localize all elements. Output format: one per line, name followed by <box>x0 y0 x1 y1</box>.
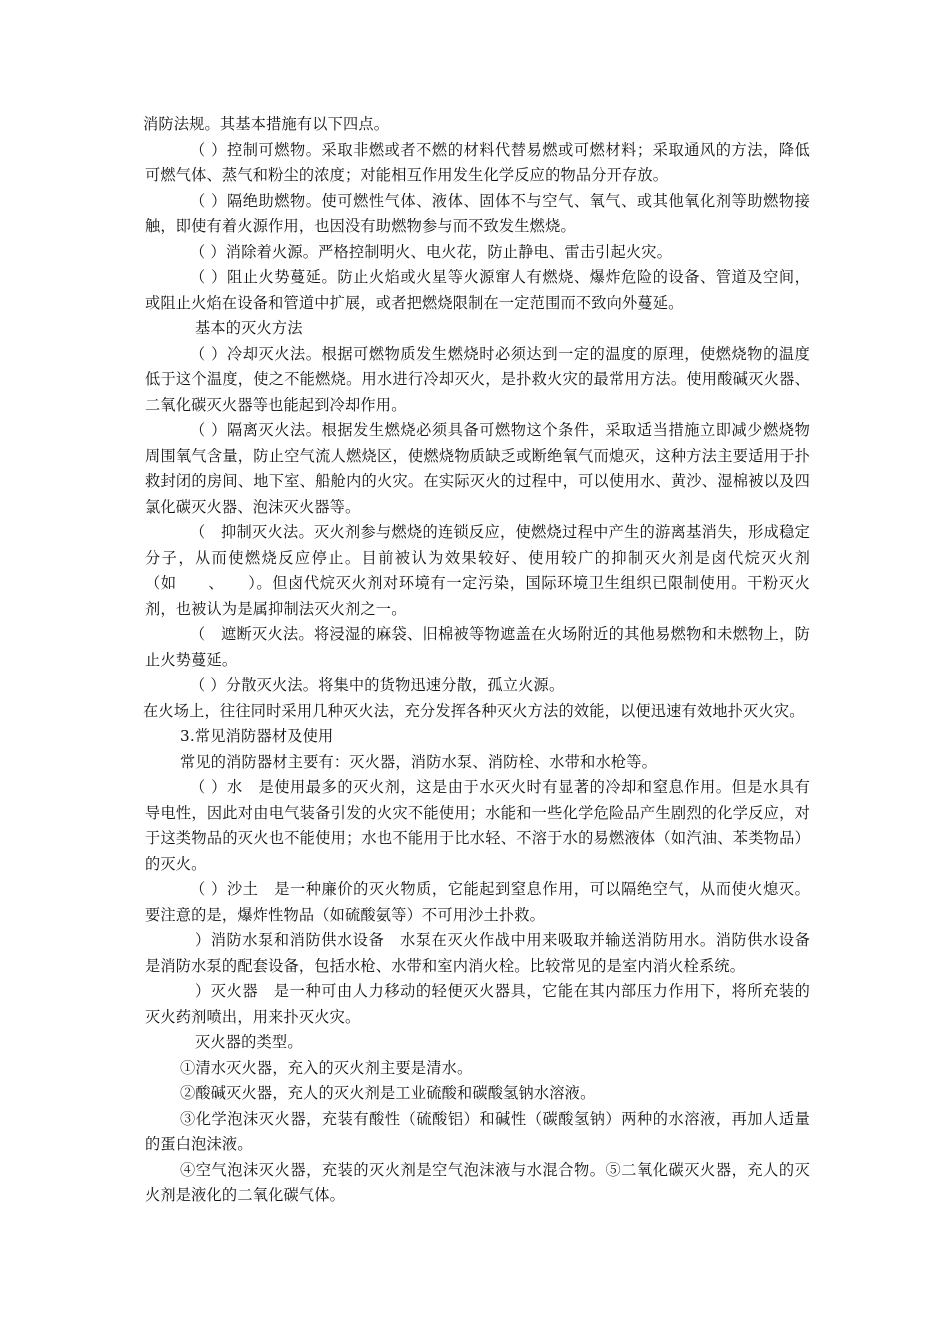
section-heading-equipment: 3.常见消防器材及使用 <box>180 727 334 745</box>
paragraph-stop-spread: （ ）阻止火势蔓延。防止火焰或火星等火源窜人有燃烧、爆炸危险的设备、管道及空间，或阻止火焰在设备和管道中扩展，或者把燃烧限制在一定范围而不致向外蔓延。 <box>145 268 810 312</box>
paragraph-control-combustibles: （ ）控制可燃物。采取非燃或者不燃的材料代替易燃或可燃材料；采取通风的方法，降低可燃气体、蒸气和粉尘的浓度；对能相互作用发生化学反应的物品分开存放。 <box>145 140 810 184</box>
paragraph-dispersal-method: （ ）分散灭火法。将集中的货物迅速分散，孤立火源。 <box>190 676 565 694</box>
paragraph-covering-method: （ 遮断灭火法。将浸湿的麻袋、旧棉被等物遮盖在火场附近的其他易燃物和未燃物上，防止火势蔓延。 <box>145 625 810 669</box>
list-item-chemical-foam-extinguisher: ③化学泡沫灭火器，充装有酸性（硫酸铝）和碱性（碳酸氢钠）两种的水溶液，再加人适量的蛋白泡沫液。 <box>145 1109 810 1153</box>
paragraph-isolate-oxidizers: （ ）隔绝助燃物。使可燃性气体、液体、固体不与空气、氧气、或其他氧化剂等助燃物接触，即使有着火源作用，也因没有助燃物参与而不致发生燃烧。 <box>145 191 810 235</box>
section-heading-extinguish-methods: 基本的灭火方法 <box>195 319 303 337</box>
paragraph-cooling-method: （ ）冷却灭火法。根据可燃物质发生燃烧时必须达到一定的温度的原理，使燃烧物的温度低于这个温度，使之不能燃烧。用水进行冷却灭火，是扑救火灾的最常用方法。使用酸碱灭火器、二氧化碳灭火器等也能起到冷却作用。 <box>145 344 810 414</box>
list-item-air-foam-co2-extinguisher: ④空气泡沫灭火器，充装的灭火剂是空气泡沫液与水混合物。⑤二氧化碳灭火器，充人的灭火剂是液化的二氧化碳气体。 <box>145 1160 810 1204</box>
list-item-water-extinguisher: ①清水灭火器，充入的灭火剂主要是清水。 <box>180 1058 473 1077</box>
paragraph-fire-pump: ）消防水泵和消防供水设备 水泵在灭火作战中用来吸取并输送消防用水。消防供水设备是消防水泵的配套设备，包括水枪、水带和室内消火栓。比较常见的是室内消火栓系统。 <box>145 931 810 975</box>
paragraph-eliminate-ignition: （ ）消除着火源。严格控制明火、电火花，防止静电、雷击引起火灾。 <box>190 242 673 261</box>
paragraph-extinguisher: ）灭火器 是一种可由人力移动的轻便灭火器具，它能在其内部压力作用下，将所充装的灭火药剂喷出，用来扑灭火灾。 <box>145 982 810 1026</box>
paragraph-inhibition-method: （ 抑制灭火法。灭火剂参与燃烧的连锁反应，使燃烧过程中产生的游离基消失，形成稳定分子，从而使燃烧反应停止。目前被认为效果较好、使用较广的抑制灭火剂是卤代烷灭火剂（如 、 ）。但卤代烷灭火剂对环境有一定污染，国际环境卫生组织已限制使用。干粉灭火剂，也被认为是属抑制法灭火剂之一。 <box>145 523 810 618</box>
paragraph-water: （ ）水 是使用最多的灭火剂，这是由于水灭火时有显著的冷却和窒息作用。但是水具有导电性，因此对由电气装备引发的火灾不能使用；水能和一些化学危险品产生剧烈的化学反应，对于这类物品的灭火也不能使用；水也不能用于比水轻、不溶于水的易燃液体（如汽油、苯类物品）的灭火。 <box>145 778 810 873</box>
list-item-acid-alkali-extinguisher: ②酸碱灭火器，充人的灭火剂是工业硫酸和碳酸氢钠水溶液。 <box>180 1084 596 1102</box>
paragraph-sand: （ ）沙土 是一种廉价的灭火物质，它能起到窒息作用，可以隔绝空气，从而使火熄灭。要注意的是，爆炸性物品（如硫酸氨等）不可用沙土扑救。 <box>145 880 810 924</box>
document-body <box>145 112 810 1209</box>
paragraph-intro: 消防法规。其基本措施有以下四点。 <box>143 115 390 133</box>
paragraph-equipment-list: 常见的消防器材主要有：灭火器，消防水泵、消防栓、水带和水枪等。 <box>180 752 658 771</box>
section-heading-extinguisher-types: 灭火器的类型。 <box>195 1033 303 1051</box>
paragraph-combined-methods: 在火场上，往往同时采用几种灭火法，充分发挥各种灭火方法的效能，以便迅速有效地扑灭火灾。 <box>143 701 805 720</box>
paragraph-isolation-method: （ ）隔离灭火法。根据发生燃烧必须具备可燃物这个条件，采取适当措施立即减少燃烧物周围氧气含量，防止空气流人燃烧区，使燃烧物质缺乏或断绝氧气而熄灭，这种方法主要适用于扑救封闭的房间、地下室、船舱内的火灾。在实际灭火的过程中，可以使用水、黄沙、湿棉被以及四氯化碳灭火器、泡沫灭火器等。 <box>145 421 810 516</box>
